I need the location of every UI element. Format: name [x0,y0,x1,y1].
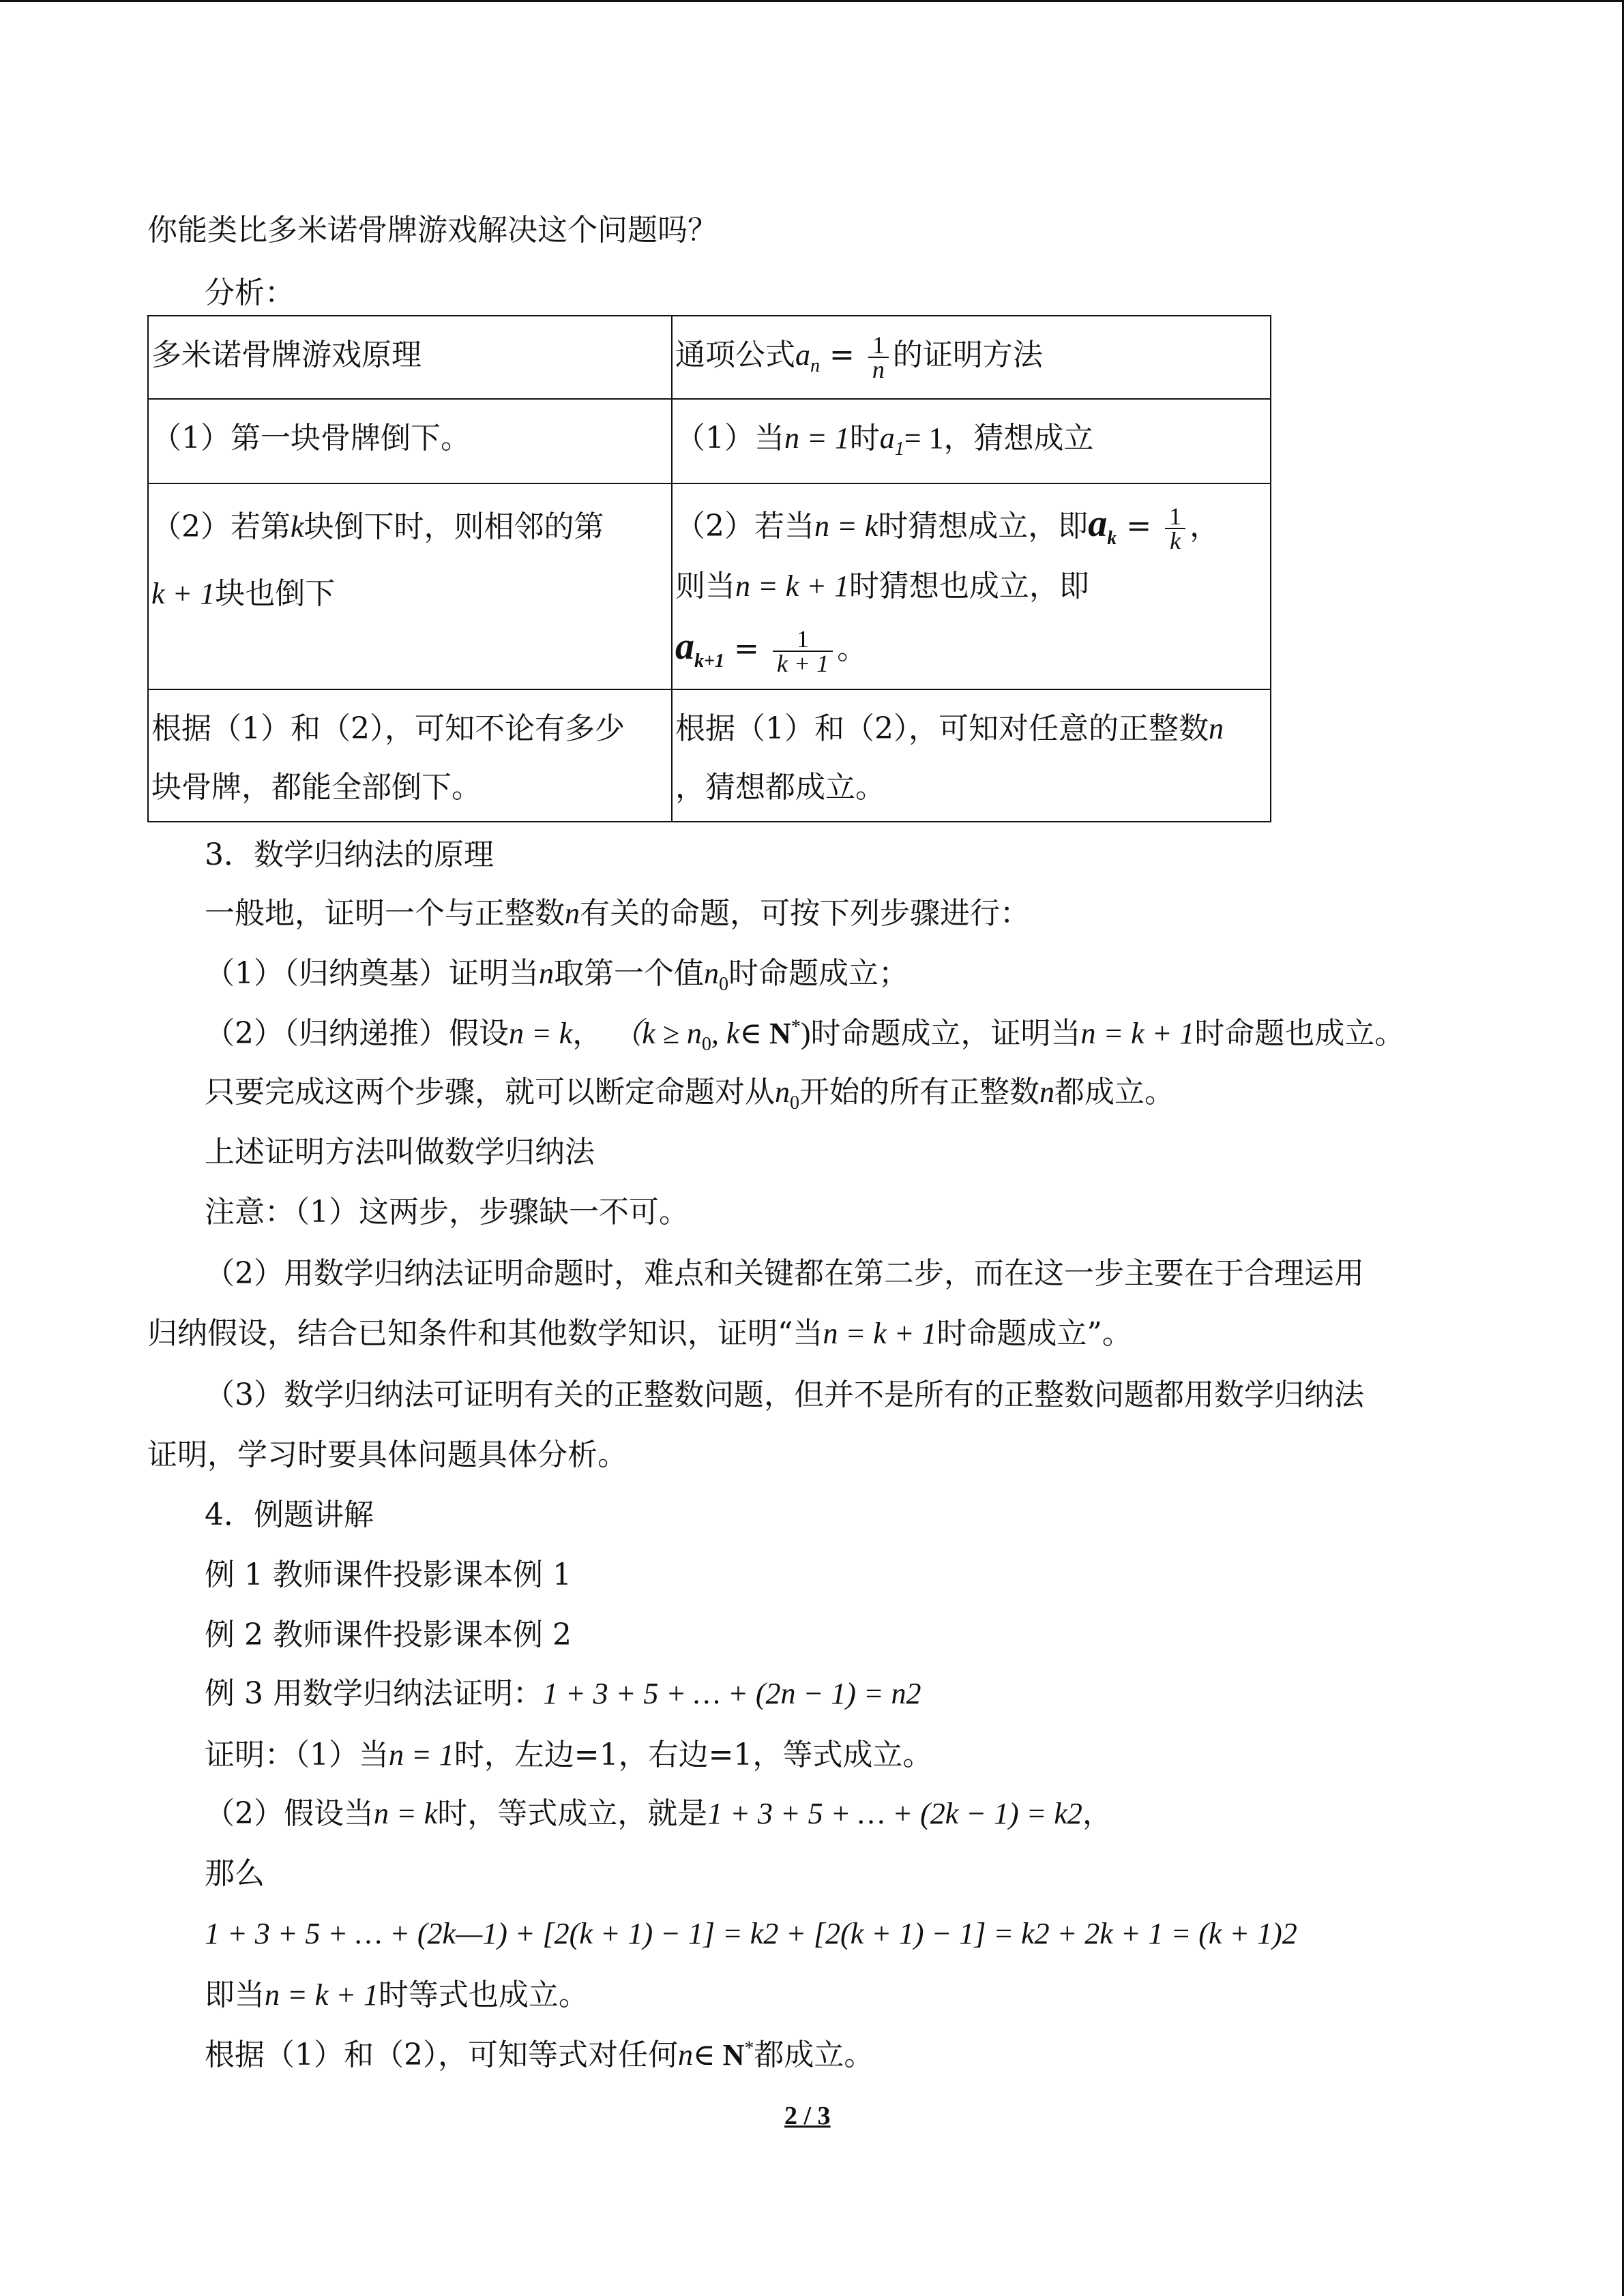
conclusion-statement: 只要完成这两个步骤，就可以断定命题对从$n_0$开始的所有正整数n都成立。 [205,1075,1175,1114]
example-3: 例 3 用数学归纳法证明：1 + 3 + 5 + … + (2n − 1) = n2 [205,1676,921,1711]
table-cell: （2）若当n = k时猜想成立，即$a_k$ = $\frac{1}{k}$ ， 则当n = k + 1时猜想也成立，即 $a_{k+1}$ = $\frac{1}{k + 1}$ 。 [672,483,1271,689]
intro-question: 你能类比多米诺骨牌游戏解决这个问题吗？ [147,213,718,248]
step-base: （1）（归纳奠基）证明当n取第一个值$n_0$时命题成立； [205,956,909,995]
method-name: 上述证明方法叫做数学归纳法 [205,1135,595,1169]
section3-intro: 一般地，证明一个与正整数n有关的命题，可按下列步骤进行： [205,896,1030,931]
table-row [148,316,1271,399]
example-2: 例 2 教师课件投影课本例 2 [205,1617,572,1652]
note-3-line-1: （3）数学归纳法可证明有关的正整数问题，但并不是所有的正整数问题都用数学归纳法 [205,1377,1364,1412]
proof-final: 根据（1）和（2），可知等式对任何n∈ N*都成立。 [205,2038,874,2072]
note-2-line-2: 归纳假设，结合已知条件和其他数学知识，证明“当n = k + 1时命题成立”。 [147,1316,1132,1351]
proof-step-1: 证明：（1）当n = 1时，左边=1，右边=1，等式成立。 [205,1738,933,1772]
note-3-line-2: 证明，学习时要具体问题具体分析。 [147,1437,628,1472]
page-border-top [0,0,1624,2]
table-cell: 根据（1）和（2），可知不论有多少 块骨牌，都能全部倒下。 [148,689,672,822]
section3-heading: 3．数学归纳法的原理 [205,837,494,872]
proof-then: 那么 [205,1856,265,1891]
table-cell: （2）若第k块倒下时，则相邻的第 k + 1块也倒下 [148,483,672,689]
proof-derivation: 1 + 3 + 5 + … + (2k—1) + [2(k + 1) − 1] = k2 + [2(k + 1) − 1] = k2 + 2k + 1 = (k + 1)2 [205,1917,1297,1950]
section4-heading: 4．例题讲解 [205,1497,374,1532]
table-cell: （1）当n = 1时$a_1= 1$，猜想成立 [672,399,1271,483]
note-2-line-1: （2）用数学归纳法证明命题时，难点和关键都在第二步，而在这一步主要在于合理运用 [205,1256,1364,1291]
table-row [148,689,1271,822]
proof-step-2: （2）假设当n = k时，等式成立，就是1 + 3 + 5 + … + (2k − 1) = k2， [205,1796,1112,1831]
example-1: 例 1 教师课件投影课本例 1 [205,1557,572,1592]
analysis-label: 分析： [205,275,295,310]
analysis-table [147,315,1271,822]
table-row [148,483,1271,689]
proof-conclusion: 即当n = k + 1时等式也成立。 [205,1978,589,2012]
table-cell: 根据（1）和（2），可知对任意的正整数n ，猜想都成立。 [672,689,1271,822]
table-cell-header-right: 通项公式$a_n$ = $\frac{1}{n}$ 的证明方法 [672,316,1271,399]
step-induction: （2）（归纳递推）假设n = k， （$k \ge n_0$, k∈ N*)时命题成立，证明当n = k + 1时命题也成立。 [205,1016,1405,1055]
table-row [148,399,1271,483]
table-cell: （1）第一块骨牌倒下。 [148,399,672,483]
table-cell-header-left: 多米诺骨牌游戏原理 [148,316,672,399]
page-number: 2 / 3 [784,2102,831,2130]
note-1: 注意：（1）这两步，步骤缺一不可。 [205,1195,689,1229]
